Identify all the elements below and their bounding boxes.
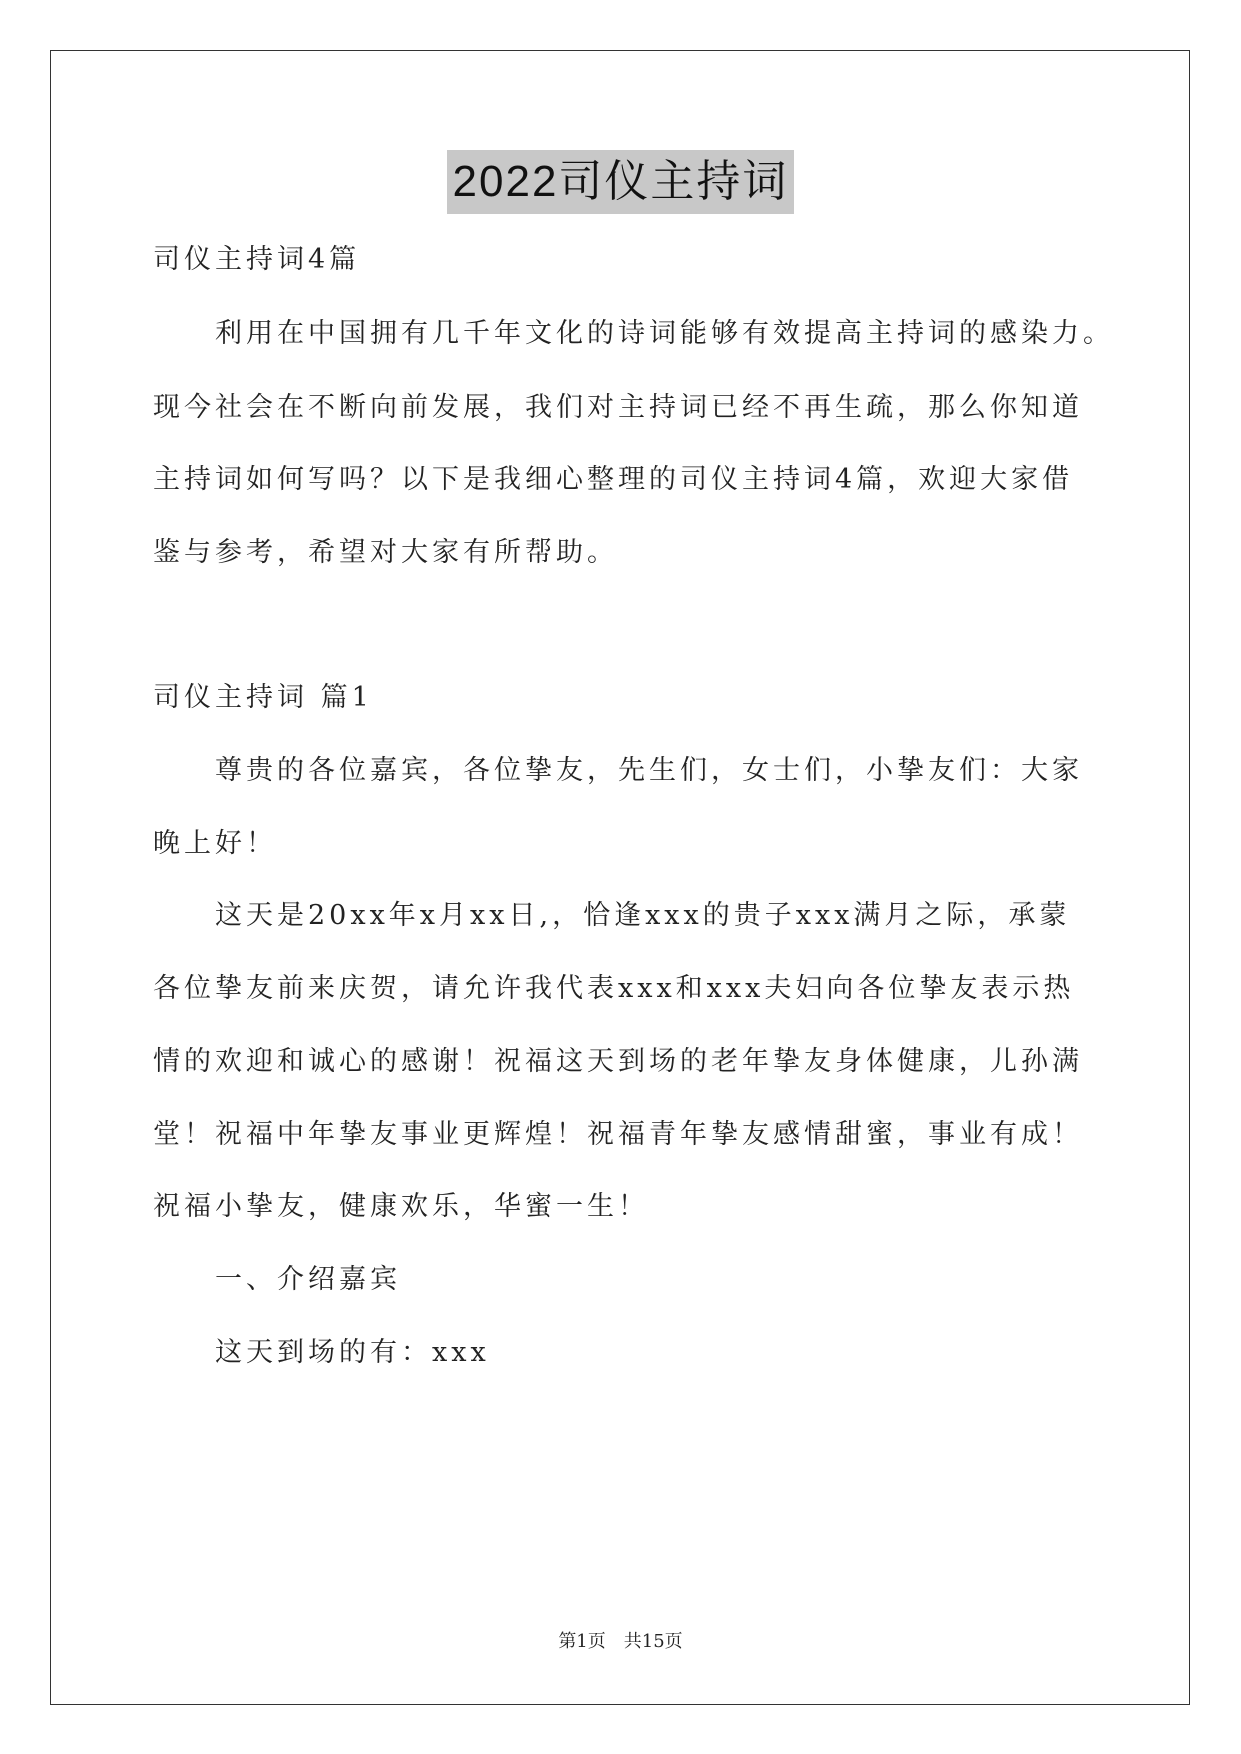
greeting-line: 尊贵的各位嘉宾，各位挚友，先生们，女士们，小挚友们：大家 <box>215 755 1083 786</box>
greeting-line: 晚上好！ <box>153 828 277 859</box>
document-subtitle: 司仪主持词4篇 <box>153 244 361 275</box>
body-line: 各位挚友前来庆贺，请允许我代表xxx和xxx夫妇向各位挚友表示热 <box>153 973 1075 1004</box>
page-number: 第1页 <box>558 1631 606 1652</box>
item-line: 这天到场的有：xxx <box>215 1337 490 1368</box>
body-line: 祝福小挚友，健康欢乐，华蜜一生！ <box>153 1191 649 1222</box>
document-title: 2022司仪主持词 <box>447 150 795 214</box>
intro-line: 鉴与参考，希望对大家有所帮助。 <box>153 537 618 568</box>
body-line: 这天是20xx年x月xx日,，恰逢xxx的贵子xxx满月之际，承蒙 <box>215 900 1071 931</box>
page-total: 共15页 <box>623 1631 683 1652</box>
intro-line: 现今社会在不断向前发展，我们对主持词已经不再生疏，那么你知道 <box>153 392 1083 423</box>
page-border <box>50 50 1190 1705</box>
title-block <box>0 150 1241 214</box>
intro-line: 利用在中国拥有几千年文化的诗词能够有效提高主持词的感染力。 <box>215 318 1114 349</box>
section-heading: 司仪主持词 篇1 <box>153 682 373 713</box>
page-footer <box>0 1627 1241 1653</box>
intro-line: 主持词如何写吗？以下是我细心整理的司仪主持词4篇，欢迎大家借 <box>153 464 1074 495</box>
body-line: 堂！祝福中年挚友事业更辉煌！祝福青年挚友感情甜蜜，事业有成！ <box>153 1119 1083 1150</box>
item-heading: 一、介绍嘉宾 <box>215 1264 401 1295</box>
body-line: 情的欢迎和诚心的感谢！祝福这天到场的老年挚友身体健康，儿孙满 <box>153 1046 1083 1077</box>
